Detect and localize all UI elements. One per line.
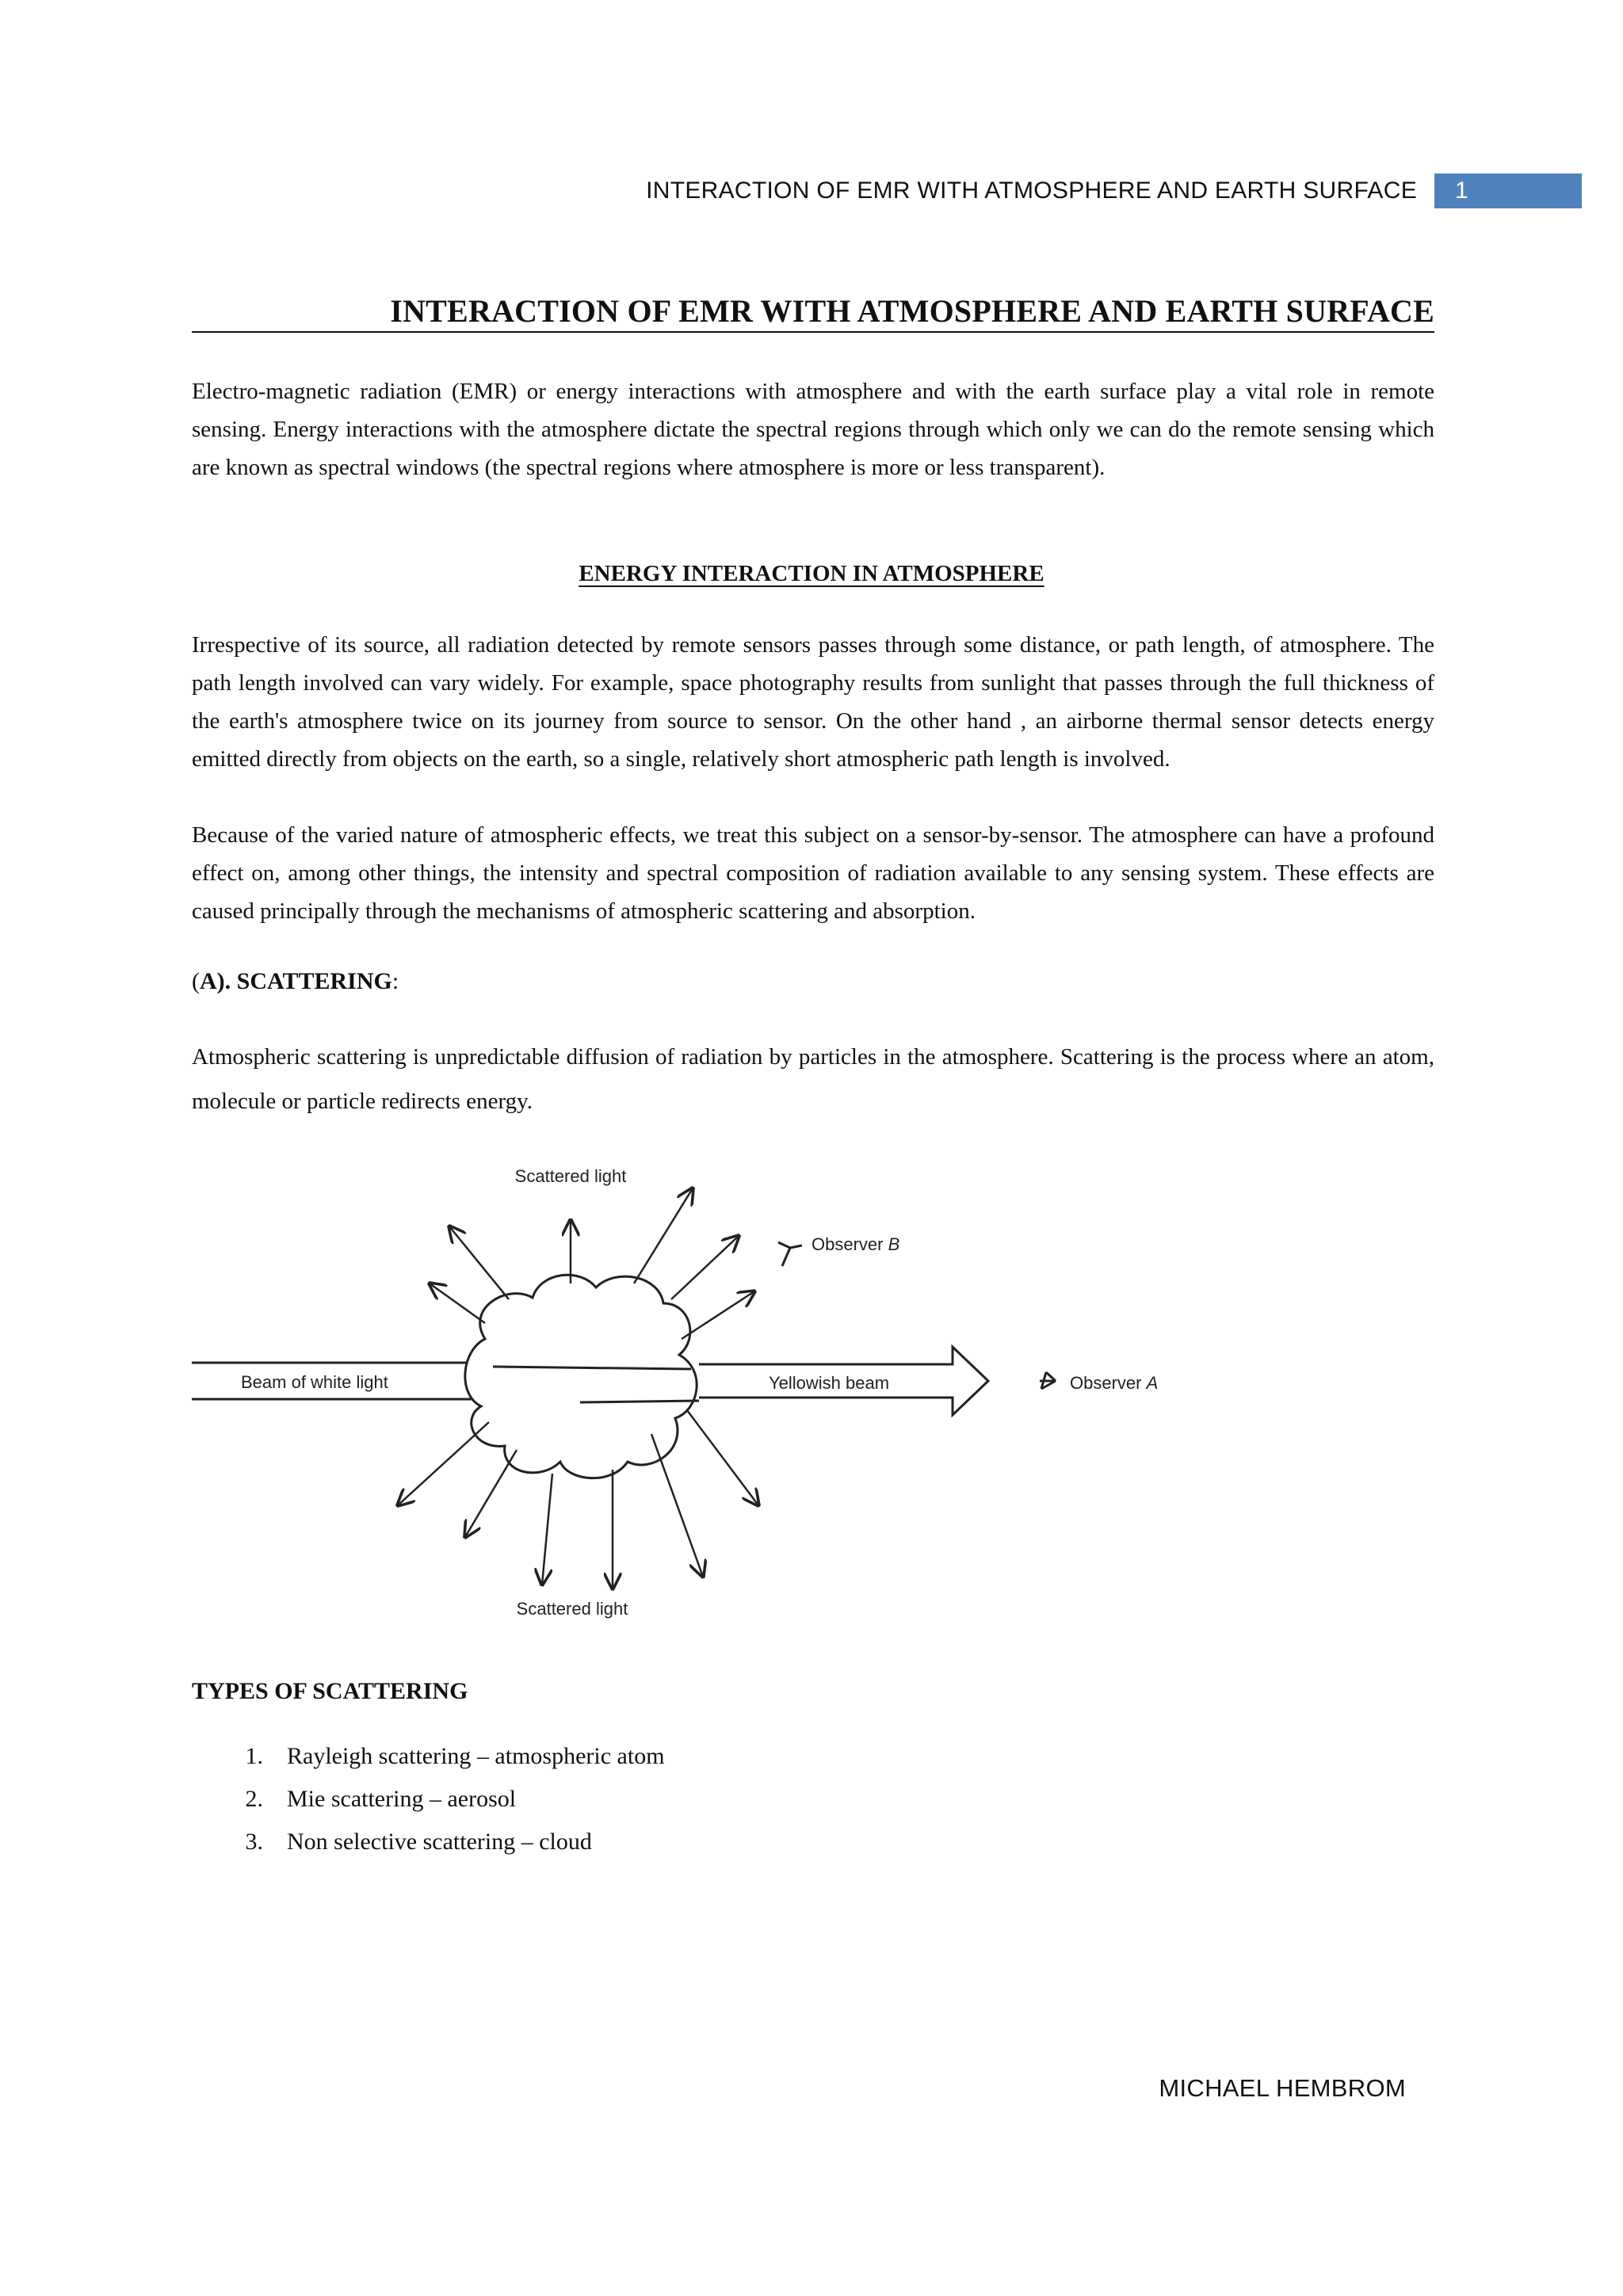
scattering-paragraph: Atmospheric scattering is unpredictable diffusion of radiation by particles in the atmosphere. Scattering is the process where an atom, molecule or particle redirects energy. — [192, 1044, 1434, 1114]
observer-a-eye-icon — [1040, 1372, 1056, 1389]
scattering-heading — [192, 968, 399, 995]
intro-paragraph: Electro-magnetic radiation (EMR) or energy interactions with atmosphere and with the earth surface play a vital role in remote sensing. Energy interactions with the atmosphere dictate the spectral regions through which only we can do the remote sensing which are known as spectral windows (the spectral regions where atmosphere is more or less transparent). — [192, 379, 1434, 480]
list-item-text: Mie scattering – aerosol — [287, 1786, 517, 1812]
scattering-heading-open: ( — [192, 968, 200, 994]
list-item-number: 2. — [245, 1786, 263, 1812]
scattering-heading-bold: A). SCATTERING — [200, 968, 392, 994]
scatter-arrow — [398, 1422, 489, 1505]
scatter-arrow — [634, 1188, 693, 1283]
scatter-arrow — [682, 1291, 754, 1339]
list-item-number: 3. — [245, 1829, 263, 1855]
scatter-arrow — [542, 1474, 552, 1585]
section-heading-energy-text: ENERGY INTERACTION IN ATMOSPHERE — [579, 561, 1044, 586]
types-of-scattering-heading: TYPES OF SCATTERING — [192, 1678, 468, 1704]
scattering-diagram — [192, 1157, 1222, 1632]
energy-paragraph-2: Because of the varied nature of atmospheric effects, we treat this subject on a sensor-by-sensor. The atmosphere can have a profound effect on, among other things, the intensity and spectral composition of radiation available to any sensing system. These effects are caused principally through the mechanisms of atmospheric scattering and absorption. — [192, 822, 1434, 924]
particle-cloud — [465, 1275, 697, 1478]
scatter-arrow — [651, 1434, 703, 1577]
scatter-arrow — [430, 1283, 485, 1323]
list-item-text: Rayleigh scattering – atmospheric atom — [287, 1743, 665, 1769]
scatter-arrow — [465, 1450, 517, 1537]
scatter-arrow — [687, 1410, 758, 1505]
label-observer-b — [812, 1234, 899, 1254]
scattering-heading-close: : — [391, 968, 399, 994]
label-scattered-light-bottom: Scattered light — [516, 1599, 628, 1619]
label-observer-b-text: Observer — [812, 1234, 888, 1254]
section-heading-energy — [0, 561, 1623, 587]
label-observer-a-letter: A — [1146, 1373, 1159, 1393]
label-observer-b-letter: B — [888, 1234, 900, 1254]
energy-paragraph-1: Irrespective of its source, all radiation detected by remote sensors passes through some distance, or path length, of atmosphere. The path length involved can vary widely. For example, space photography results from sunlight that passes through the full thickness of the earth's atmosphere twice on its journey from source to sensor. On the other hand , an airborne thermal sensor detects energy emitted directly from objects on the earth, so a single, relatively short atmospheric path length is involved. — [192, 632, 1434, 772]
label-observer-a-text: Observer — [1070, 1373, 1147, 1393]
document-title — [192, 290, 1434, 333]
label-scattered-light-top: Scattered light — [514, 1166, 627, 1186]
list-item — [192, 1821, 665, 1863]
list-item-text: Non selective scattering – cloud — [287, 1829, 592, 1855]
label-beam-white-light: Beam of white light — [241, 1372, 388, 1392]
scattering-diagram-svg — [192, 1157, 1222, 1632]
document-title-text: INTERACTION OF EMR WITH ATMOSPHERE AND EARTH SURFACE — [390, 293, 1434, 329]
types-of-scattering-list — [192, 1735, 665, 1863]
list-item-number: 1. — [245, 1743, 263, 1769]
observer-b-eye-icon — [778, 1242, 802, 1266]
label-yellowish-beam: Yellowish beam — [769, 1373, 890, 1393]
page-header — [434, 173, 1623, 209]
list-item — [192, 1735, 665, 1778]
inner-beam-line-2 — [580, 1401, 699, 1402]
label-observer-a — [1070, 1373, 1158, 1393]
scatter-arrow — [449, 1226, 509, 1299]
page-number-badge: 1 — [1434, 174, 1582, 208]
footer-author: MICHAEL HEMBROM — [1159, 2074, 1406, 2102]
list-item — [192, 1778, 665, 1821]
scatter-arrow — [671, 1236, 739, 1299]
running-title: INTERACTION OF EMR WITH ATMOSPHERE AND EARTH SURFACE — [646, 177, 1417, 204]
